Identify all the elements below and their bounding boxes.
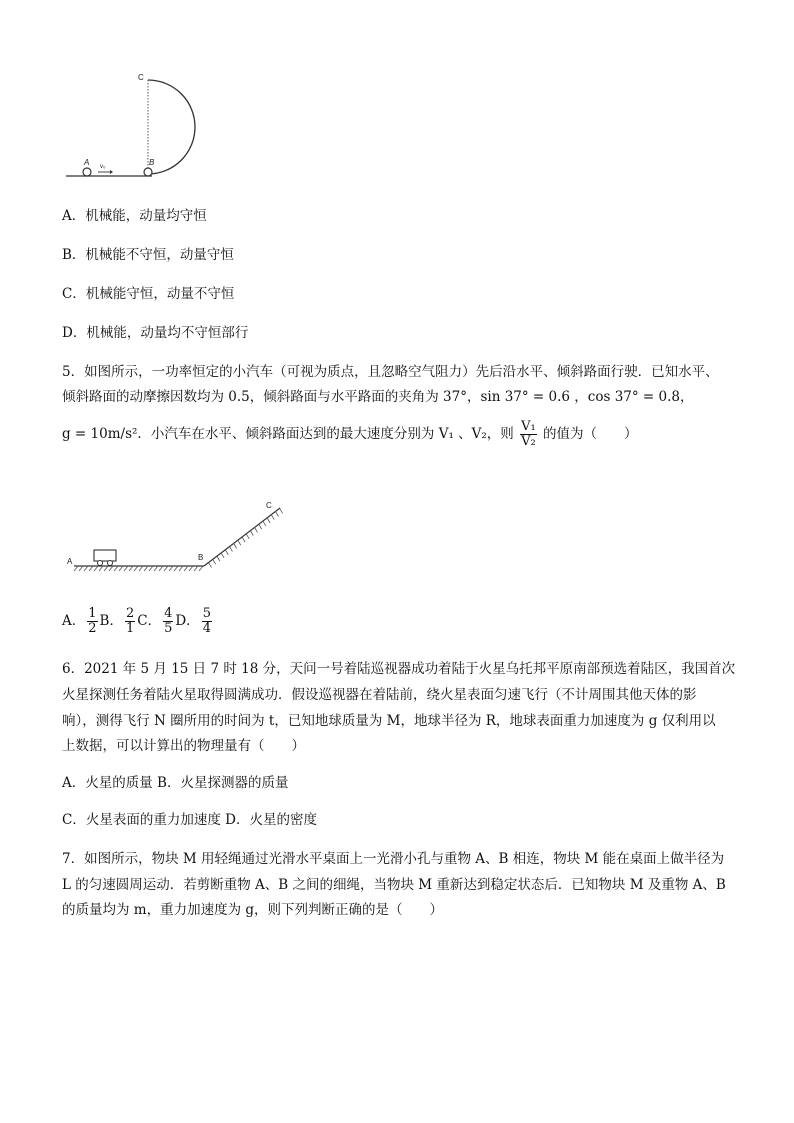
- hatch-line: [267, 518, 270, 523]
- q5-option-c-frac: [163, 607, 173, 636]
- hatch-line: [250, 531, 253, 536]
- q5-line-3b: 的值为（ ）: [543, 426, 638, 442]
- q5-options: [62, 601, 214, 641]
- hatch-line: [139, 566, 143, 571]
- hatch-line: [263, 521, 266, 526]
- hatch-line: [84, 566, 88, 571]
- q7-line-3: 的质量均为 m，重力加速度为 g，则下列判断正确的是（ ）: [62, 902, 444, 918]
- hatch-line: [74, 566, 78, 571]
- hatch-line: [234, 543, 237, 548]
- hatch-line: [79, 566, 83, 571]
- q5-option-b-prefix: B．: [99, 613, 123, 629]
- q5-option-d-prefix: D．: [175, 613, 200, 629]
- q6-line-4: 上数据，可以计算出的物理量有（ ）: [62, 738, 305, 754]
- hatch-line: [154, 566, 158, 571]
- numerator: 1: [88, 606, 97, 621]
- hatch-line: [184, 566, 188, 571]
- q6-line-1: 6．2021 年 5 月 15 日 7 时 18 分，天问一号着陆巡视器成功着陆于火星乌托邦平原南部预选着陆区，我国首次: [62, 661, 736, 677]
- label-a: A: [84, 158, 90, 167]
- car-wheel-rear: [108, 561, 113, 566]
- hatch-line: [109, 566, 113, 571]
- hatch-line: [99, 566, 103, 571]
- q5-line-2: 倾斜路面的动摩擦因数均为 0.5，倾斜路面与水平路面的夹角为 37°，sin 37° = 0.6 ，cos 37° = 0.8，: [62, 389, 694, 405]
- hatch-line: [134, 566, 138, 571]
- hatch-line: [242, 537, 245, 542]
- label-c: C: [138, 73, 144, 82]
- q4-track-diagram: [62, 66, 202, 184]
- q4-option-d: D．机械能，动量均不守恒部行: [62, 325, 249, 341]
- hatch-line: [89, 566, 93, 571]
- q6-options-ab: A．火星的质量 B．火星探测器的质量: [62, 775, 289, 791]
- car-wheel-front: [98, 561, 103, 566]
- hatch-line: [194, 566, 198, 571]
- label-b: B: [198, 553, 204, 562]
- hatch-line: [119, 566, 123, 571]
- hatch-line: [217, 556, 220, 561]
- hatch-line: [213, 559, 216, 564]
- denominator: 2: [88, 621, 97, 636]
- label-b: B: [149, 158, 155, 167]
- label-c: C: [266, 501, 272, 510]
- ball-b: [144, 168, 152, 176]
- arrow-head: [110, 170, 113, 174]
- hatch-line: [114, 566, 118, 571]
- hatch-line: [238, 540, 241, 545]
- hatch-line: [144, 566, 148, 571]
- hatch-line: [225, 550, 228, 555]
- hatch-line: [124, 566, 128, 571]
- hatch-line: [255, 527, 258, 532]
- ball-a: [83, 168, 91, 176]
- hatch-line: [246, 534, 249, 539]
- label-v0: v₀: [100, 164, 106, 170]
- q5-option-c-prefix: C．: [137, 613, 162, 629]
- q5-line-1: 5．如图所示，一功率恒定的小汽车（可视为质点，且忽略空气阻力）先后沿水平、倾斜路面行驶．已知水平、: [62, 364, 719, 380]
- q5-option-b-frac: [125, 607, 135, 636]
- hatch-line: [221, 553, 224, 558]
- hatch-line: [271, 515, 274, 520]
- denominator: 1: [125, 621, 135, 636]
- q7-line-1: 7．如图所示，物块 M 用轻绳通过光滑水平桌面上一光滑小孔与重物 A、B 相连，物块 M 能在桌面上做半径为: [62, 851, 725, 867]
- hatch-line: [164, 566, 168, 571]
- semicircle-track: [148, 80, 195, 174]
- hatch-line: [94, 566, 98, 571]
- numerator: 2: [125, 606, 135, 621]
- hatch-line: [280, 508, 283, 513]
- q6-line-2: 火星探测任务着陆火星取得圆满成功．假设巡视器在着陆前，绕火星表面匀速飞行（不计周围其他天体的影: [62, 687, 697, 703]
- hatch-line: [229, 547, 232, 552]
- q4-option-a: A．机械能，动量均守恒: [62, 208, 207, 224]
- q7-line-2: L 的匀速圆周运动．若剪断重物 A、B 之间的细绳，当物块 M 重新达到稳定状态后．已知物块 M 及重物 A、B: [62, 877, 726, 893]
- hatch-line: [189, 566, 193, 571]
- hatch-line: [149, 566, 153, 571]
- hatch-line: [104, 566, 108, 571]
- q5-velocity-ratio: [520, 420, 537, 449]
- hatch-line: [209, 563, 212, 568]
- q5-option-a-frac: [87, 607, 97, 636]
- ratio-numerator: V₁: [521, 419, 536, 434]
- hatch-line: [159, 566, 163, 571]
- q5-line-3a: g = 10m/s²．小汽车在水平、倾斜路面达到的最大速度分别为 V₁ 、V₂，则: [62, 426, 514, 442]
- q4-option-b: B．机械能不守恒，动量守恒: [62, 247, 234, 263]
- ratio-denominator: V₂: [521, 434, 536, 449]
- hatch-line: [129, 566, 133, 571]
- denominator: 5: [164, 621, 173, 636]
- denominator: 4: [202, 621, 211, 636]
- q6-options-cd: C．火星表面的重力加速度 D．火星的密度: [62, 812, 317, 828]
- label-a: A: [67, 557, 73, 566]
- q4-option-c: C．机械能守恒，动量不守恒: [62, 286, 235, 302]
- hatch-line: [174, 566, 178, 571]
- q5-line-3: [62, 420, 638, 449]
- hatch-line: [169, 566, 173, 571]
- hatch-line: [275, 511, 278, 516]
- ground-hatching: [74, 508, 283, 571]
- q5-option-d-frac: [202, 607, 212, 636]
- hatch-line: [259, 524, 262, 529]
- car-body: [94, 550, 116, 561]
- q6-line-3: 响），测得飞行 N 圈所用的时间为 t，已知地球质量为 M，地球半径为 R，地球表面重力加速度为 g 仅利用以: [62, 713, 716, 729]
- hatch-line: [199, 566, 203, 571]
- q5-option-a-prefix: A．: [62, 613, 86, 629]
- q5-road-diagram: [64, 496, 289, 576]
- numerator: 5: [202, 606, 211, 621]
- hatch-line: [179, 566, 183, 571]
- numerator: 4: [164, 606, 173, 621]
